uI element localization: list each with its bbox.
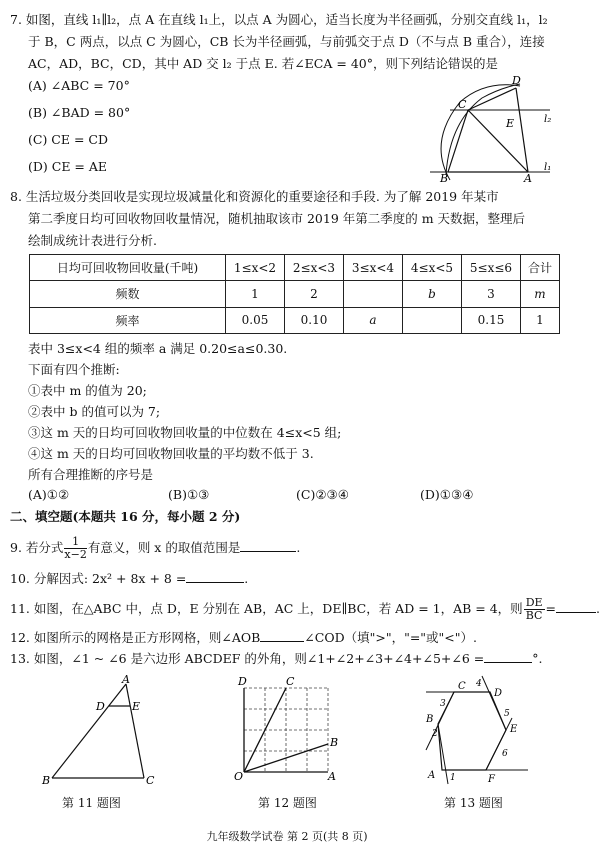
q9-pre: 9. 若分式 (10, 540, 64, 555)
q8-inference-1: ①表中 m 的值为 20; (28, 383, 147, 398)
q8-option-a: (A)①② (28, 487, 70, 502)
q13-answer-blank[interactable] (484, 650, 532, 663)
figure-13-caption: 第 13 题图 (444, 796, 503, 810)
label-e: E (510, 724, 518, 735)
page-footer: 九年级数学试卷 第 2 页(共 8 页) (206, 830, 368, 843)
angle-6: 6 (502, 749, 508, 759)
label-a: A (524, 172, 532, 185)
q11 (10, 592, 600, 626)
q8-option-c: (C)②③④ (296, 487, 349, 502)
table-cell (344, 281, 403, 307)
ext-3 (482, 676, 506, 730)
q7-line1: 7. 如图，直线 l₁∥l₂，点 A 在直线 l₁上，以点 A 为圆心，适当长度为半径画弧，分别交直线 l₁，l₂ (10, 12, 548, 27)
angle-1: 1 (450, 773, 456, 783)
q10-end: . (244, 571, 249, 586)
table-header-row (30, 255, 560, 281)
label-a: A (428, 770, 436, 781)
angle-3: 3 (440, 699, 446, 709)
table-cell: 3≤x<4 (344, 255, 403, 281)
q12-post: ∠COD（填">"，"="或"<"）. (304, 630, 477, 645)
label-b: B (440, 172, 449, 185)
q9-post: 有意义，则 x 的取值范围是 (87, 540, 241, 555)
figure-13 (418, 674, 536, 790)
q9-denominator: x−2 (64, 548, 87, 561)
q8-ask: 所有合理推断的序号是 (28, 467, 154, 482)
q7-figure (420, 72, 560, 185)
q8-intro: 下面有四个推断: (28, 362, 120, 377)
table-cell: 频数 (30, 281, 226, 307)
table-row (30, 307, 560, 333)
label-c: C (458, 681, 466, 692)
q10-answer-blank[interactable] (186, 570, 244, 583)
label-d: D (96, 700, 105, 713)
q12-answer-blank[interactable] (260, 629, 304, 642)
segment-bc (448, 110, 468, 172)
q11-denominator: BC (525, 609, 543, 622)
label-c: C (458, 98, 467, 111)
frequency-table (29, 254, 560, 334)
q10 (10, 570, 248, 588)
label-d: D (494, 688, 503, 699)
table-cell (403, 307, 462, 333)
label-d: D (512, 74, 521, 87)
table-cell: 1≤x<2 (226, 255, 285, 281)
label-b: B (330, 736, 339, 749)
table-cell: b (403, 281, 462, 307)
label-l1: l₁ (544, 162, 552, 173)
q11-end: . (596, 601, 600, 616)
q8-option-d: (D)①③④ (420, 487, 474, 502)
table-cell: 频率 (30, 307, 226, 333)
label-l2: l₂ (544, 114, 552, 125)
q11-numerator: DE (525, 596, 543, 609)
label-f: F (488, 774, 495, 785)
q11-post: = (545, 601, 557, 616)
label-b: B (42, 774, 51, 787)
table-cell: 2 (285, 281, 344, 307)
q7-option-b: (B) ∠BAD = 80° (28, 105, 131, 120)
table-cell: 1 (521, 307, 560, 333)
ext-2 (486, 718, 512, 770)
table-row (30, 281, 560, 307)
q8-line3: 绘制成统计表进行分析. (28, 233, 157, 248)
label-c: C (286, 675, 295, 688)
table-cell: 3 (462, 281, 521, 307)
table-cell: 0.15 (462, 307, 521, 333)
table-cell: 日均可回收物回收量(千吨) (30, 255, 226, 281)
q12 (10, 629, 477, 647)
q12-pre: 12. 如图所示的网格是正方形网格，则∠AOB (10, 630, 261, 645)
q13 (10, 650, 542, 668)
angle-5: 5 (504, 709, 510, 719)
q8-inference-4: ④这 m 天的日均可回收物回收量的平均数不低于 3. (28, 446, 314, 461)
q13-pre: 13. 如图，∠1 ~ ∠6 是六边形 ABCDEF 的外角，则∠1+∠2+∠3+∠4+∠5+∠6 = (10, 651, 485, 666)
figure-11 (38, 674, 168, 792)
table-cell: 0.10 (285, 307, 344, 333)
q11-fraction (524, 597, 545, 622)
q8-line2: 第二季度日均可回收物回收量情况，随机抽取该市 2019 年第二季度的 m 天数据，整理后 (28, 211, 526, 226)
label-b: B (426, 714, 434, 725)
table-cell: 5≤x≤6 (462, 255, 521, 281)
figure-11-caption: 第 11 题图 (62, 796, 121, 810)
angle-2: 2 (432, 729, 438, 739)
q7-line3: AC，AD，BC，CD，其中 AD 交 l₂ 于点 E. 若∠ECA = 40°，则下列结论错误的是 (28, 56, 498, 71)
table-cell: a (344, 307, 403, 333)
q8-line1: 8. 生活垃圾分类回收是实现垃圾减量化和资源化的重要途径和手段. 为了解 2019 年某市 (10, 189, 499, 204)
q13-end: °. (532, 651, 543, 666)
q9-numerator: 1 (64, 536, 86, 549)
table-cell: 2≤x<3 (285, 255, 344, 281)
q10-pre: 10. 分解因式: 2x² + 8x + 8 = (10, 571, 187, 586)
table-cell: 合计 (521, 255, 560, 281)
table-cell: 1 (226, 281, 285, 307)
q11-answer-blank[interactable] (556, 600, 596, 613)
angle-4: 4 (476, 679, 482, 689)
q7-option-c: (C) CE = CD (28, 132, 108, 147)
q11-pre: 11. 如图，在△ABC 中，点 D，E 分别在 AB，AC 上，DE∥BC，若 AD = 1，AB = 4，则 (10, 601, 523, 616)
segment-ac (468, 110, 528, 172)
q9-end: . (296, 540, 301, 555)
table-cell: 4≤x<5 (403, 255, 462, 281)
q8-inference-2: ②表中 b 的值可以为 7; (28, 404, 161, 419)
table-cell: m (521, 281, 560, 307)
label-d: D (238, 675, 247, 688)
label-e: E (132, 700, 141, 713)
q7-option-a: (A) ∠ABC = 70° (28, 78, 130, 93)
segment-ad (516, 88, 528, 172)
figure-12 (230, 674, 350, 790)
q9-fraction (64, 536, 86, 561)
label-c: C (146, 774, 155, 787)
q8-inference-3: ③这 m 天的日均可回收物回收量的中位数在 4≤x<5 组; (28, 425, 342, 440)
label-e: E (506, 117, 515, 130)
q7-line2: 于 B，C 两点，以点 C 为圆心，CB 长为半径画弧，与前弧交于点 D（不与点 B 重合），连接 (28, 34, 545, 49)
q9 (10, 531, 300, 565)
label-a: A (122, 673, 130, 686)
figure-12-caption: 第 12 题图 (258, 796, 317, 810)
label-a: A (328, 770, 336, 783)
q8-note: 表中 3≤x<4 组的频率 a 满足 0.20≤a≤0.30. (28, 341, 288, 356)
ext-6 (438, 724, 448, 784)
section-heading: 二、填空题(本题共 16 分，每小题 2 分) (10, 509, 241, 524)
label-o: O (234, 770, 244, 783)
q7-option-d: (D) CE = AE (28, 159, 108, 174)
table-cell: 0.05 (226, 307, 285, 333)
q8-option-b: (B)①③ (168, 487, 210, 502)
q9-answer-blank[interactable] (240, 539, 296, 552)
